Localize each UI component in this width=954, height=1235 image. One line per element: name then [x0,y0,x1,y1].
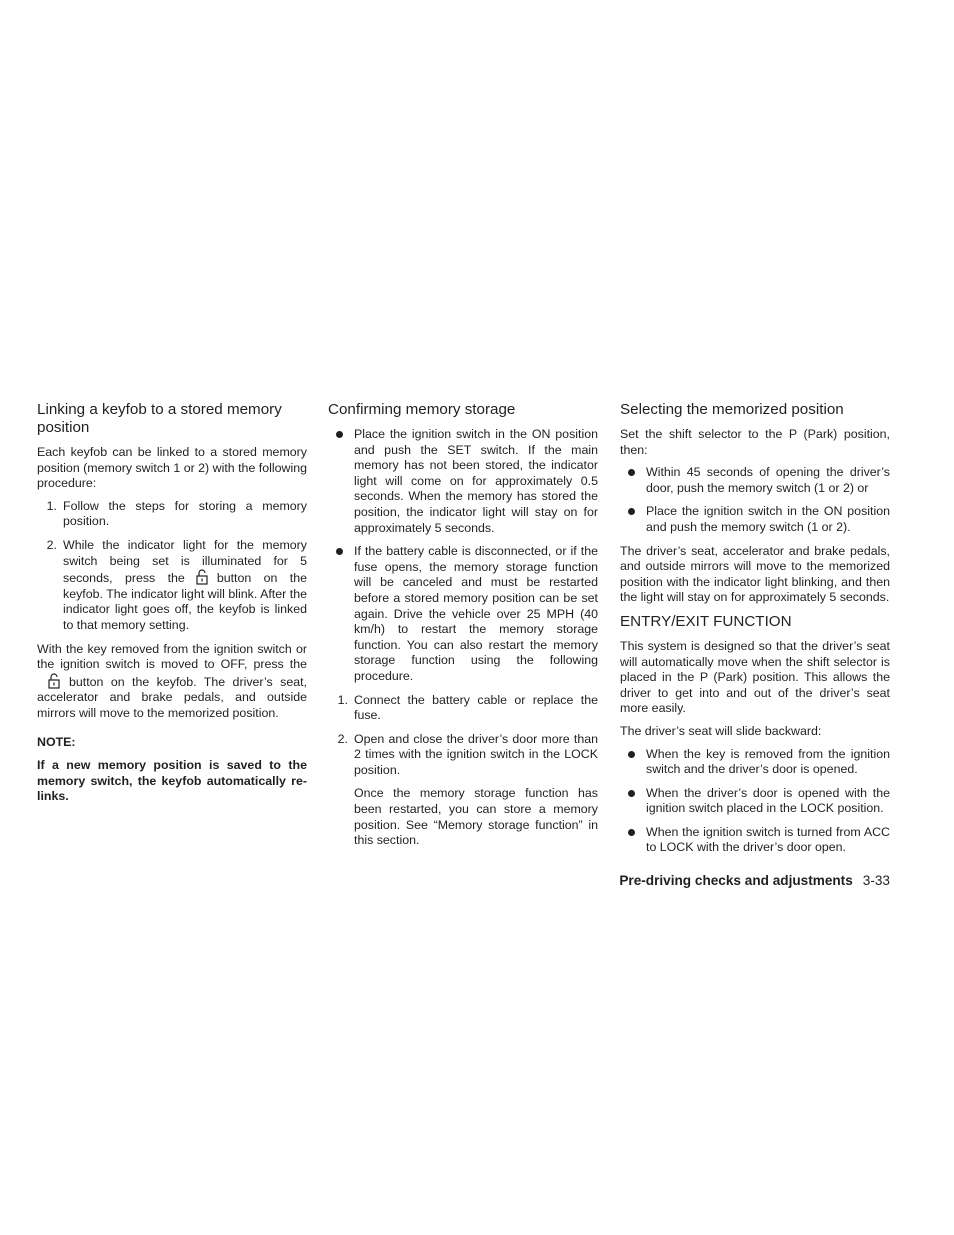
paragraph: This system is designed so that the driver’s seat will automatically move when the shift selector is placed in the P (Park) position. This allows the driver to get into and out of the driver’s seat more easily. [620,638,890,716]
bullet-text: Within 45 seconds of opening the driver’s door, push the memory switch (1 or 2) or [646,465,890,495]
paragraph-text: button on the keyfob. The driver’s seat, accelerator and brake pedals, and outside mirrors will move to the memorized position. [37,674,307,720]
section-heading: Confirming memory storage [328,401,516,418]
note-text: If a new memory position is saved to the memory switch, the keyfob automatically re-links. [37,758,307,804]
bullet-icon [628,751,635,758]
bullet-icon [628,508,635,515]
step-text: Follow the steps for storing a memory position. [63,498,307,529]
step-number: 2. [46,537,57,552]
list-item [620,747,890,778]
list-item [620,786,890,817]
list-item [328,427,598,536]
bullet-icon [628,469,635,476]
paragraph: Set the shift selector to the P (Park) position, then: [620,427,890,457]
step-number: 1. [337,692,348,707]
bullet-text: When the driver’s door is opened with the ignition switch placed in the LOCK position. [646,785,890,816]
keyfob-lock-icon [47,673,61,689]
bullet-icon [628,829,635,836]
section-heading: Linking a keyfob to a stored memory position [37,401,282,436]
list-item [620,504,890,535]
bullet-text: When the ignition switch is turned from ACC to LOCK with the driver’s door open. [646,824,890,855]
column-2 [328,401,598,856]
list-item [37,538,307,634]
column-3 [620,401,890,864]
step-number: 2. [337,731,348,746]
step-text: button on the keyfob. The indicator light will blink. After the indicator light goes off, the keyfob is linked to that memory setting. [63,571,307,632]
keyfob-lock-icon [195,569,209,585]
paragraph: The driver’s seat, accelerator and brake pedals, and outside mirrors will move to the memorized position with the indicator light blinking, and then the light will stay on for approximately 5 seconds. [620,543,890,605]
list-item [620,465,890,496]
step-text: While the indicator light for the memory switch being set is illuminated for 5 seconds, press the [63,537,307,586]
footer-section-title: Pre-driving checks and adjustments [619,873,853,888]
bullet-text: Place the ignition switch in the ON position and push the SET switch. If the main memory has not been stored, the indicator light will come on for approximately 0.5 seconds. When the memory has stored the position, the indicator light will stay on for approximately 5 seconds. [354,427,598,535]
bullet-text: When the key is removed from the ignition switch and the driver’s door is opened. [646,746,890,777]
bullet-icon [336,431,343,438]
step-text: Connect the battery cable or replace the fuse. [354,692,598,723]
paragraph: Once the memory storage function has been restarted, you can store a memory position. See “Memory storage function” in this section. [354,786,598,848]
bullet-text: Place the ignition switch in the ON position and push the memory switch (1 or 2). [646,504,890,534]
list-item [328,732,598,779]
paragraph: Each keyfob can be linked to a stored memory position (memory switch 1 or 2) with the following procedure: [37,445,307,491]
note-label: NOTE: [37,734,76,749]
section-heading: Selecting the memorized position [620,401,844,418]
page-footer [560,873,890,888]
column-1 [37,401,307,812]
page-number: 3-33 [862,873,890,888]
list-item [37,499,307,530]
bullet-text: If the battery cable is disconnected, or if the fuse opens, the memory storage function will be canceled and must be restarted before a stored memory position can be set again. Drive the vehicle over 25 MPH (40 km/h) to restart the memory storage function. You can also restart the memory storage function using the following procedure. [354,544,598,683]
paragraph [37,642,307,722]
paragraph: The driver’s seat will slide backward: [620,723,822,738]
list-item [620,825,890,856]
step-text: Open and close the driver’s door more than 2 times with the ignition switch in the LOCK position. [354,731,598,777]
list-item [328,544,598,684]
step-number: 1. [46,498,57,513]
bullet-icon [336,548,343,555]
paragraph-text: With the key removed from the ignition switch or the ignition switch is moved to OFF, press the [37,641,307,672]
section-heading: ENTRY/EXIT FUNCTION [620,612,792,630]
list-item [328,693,598,724]
bullet-icon [628,790,635,797]
